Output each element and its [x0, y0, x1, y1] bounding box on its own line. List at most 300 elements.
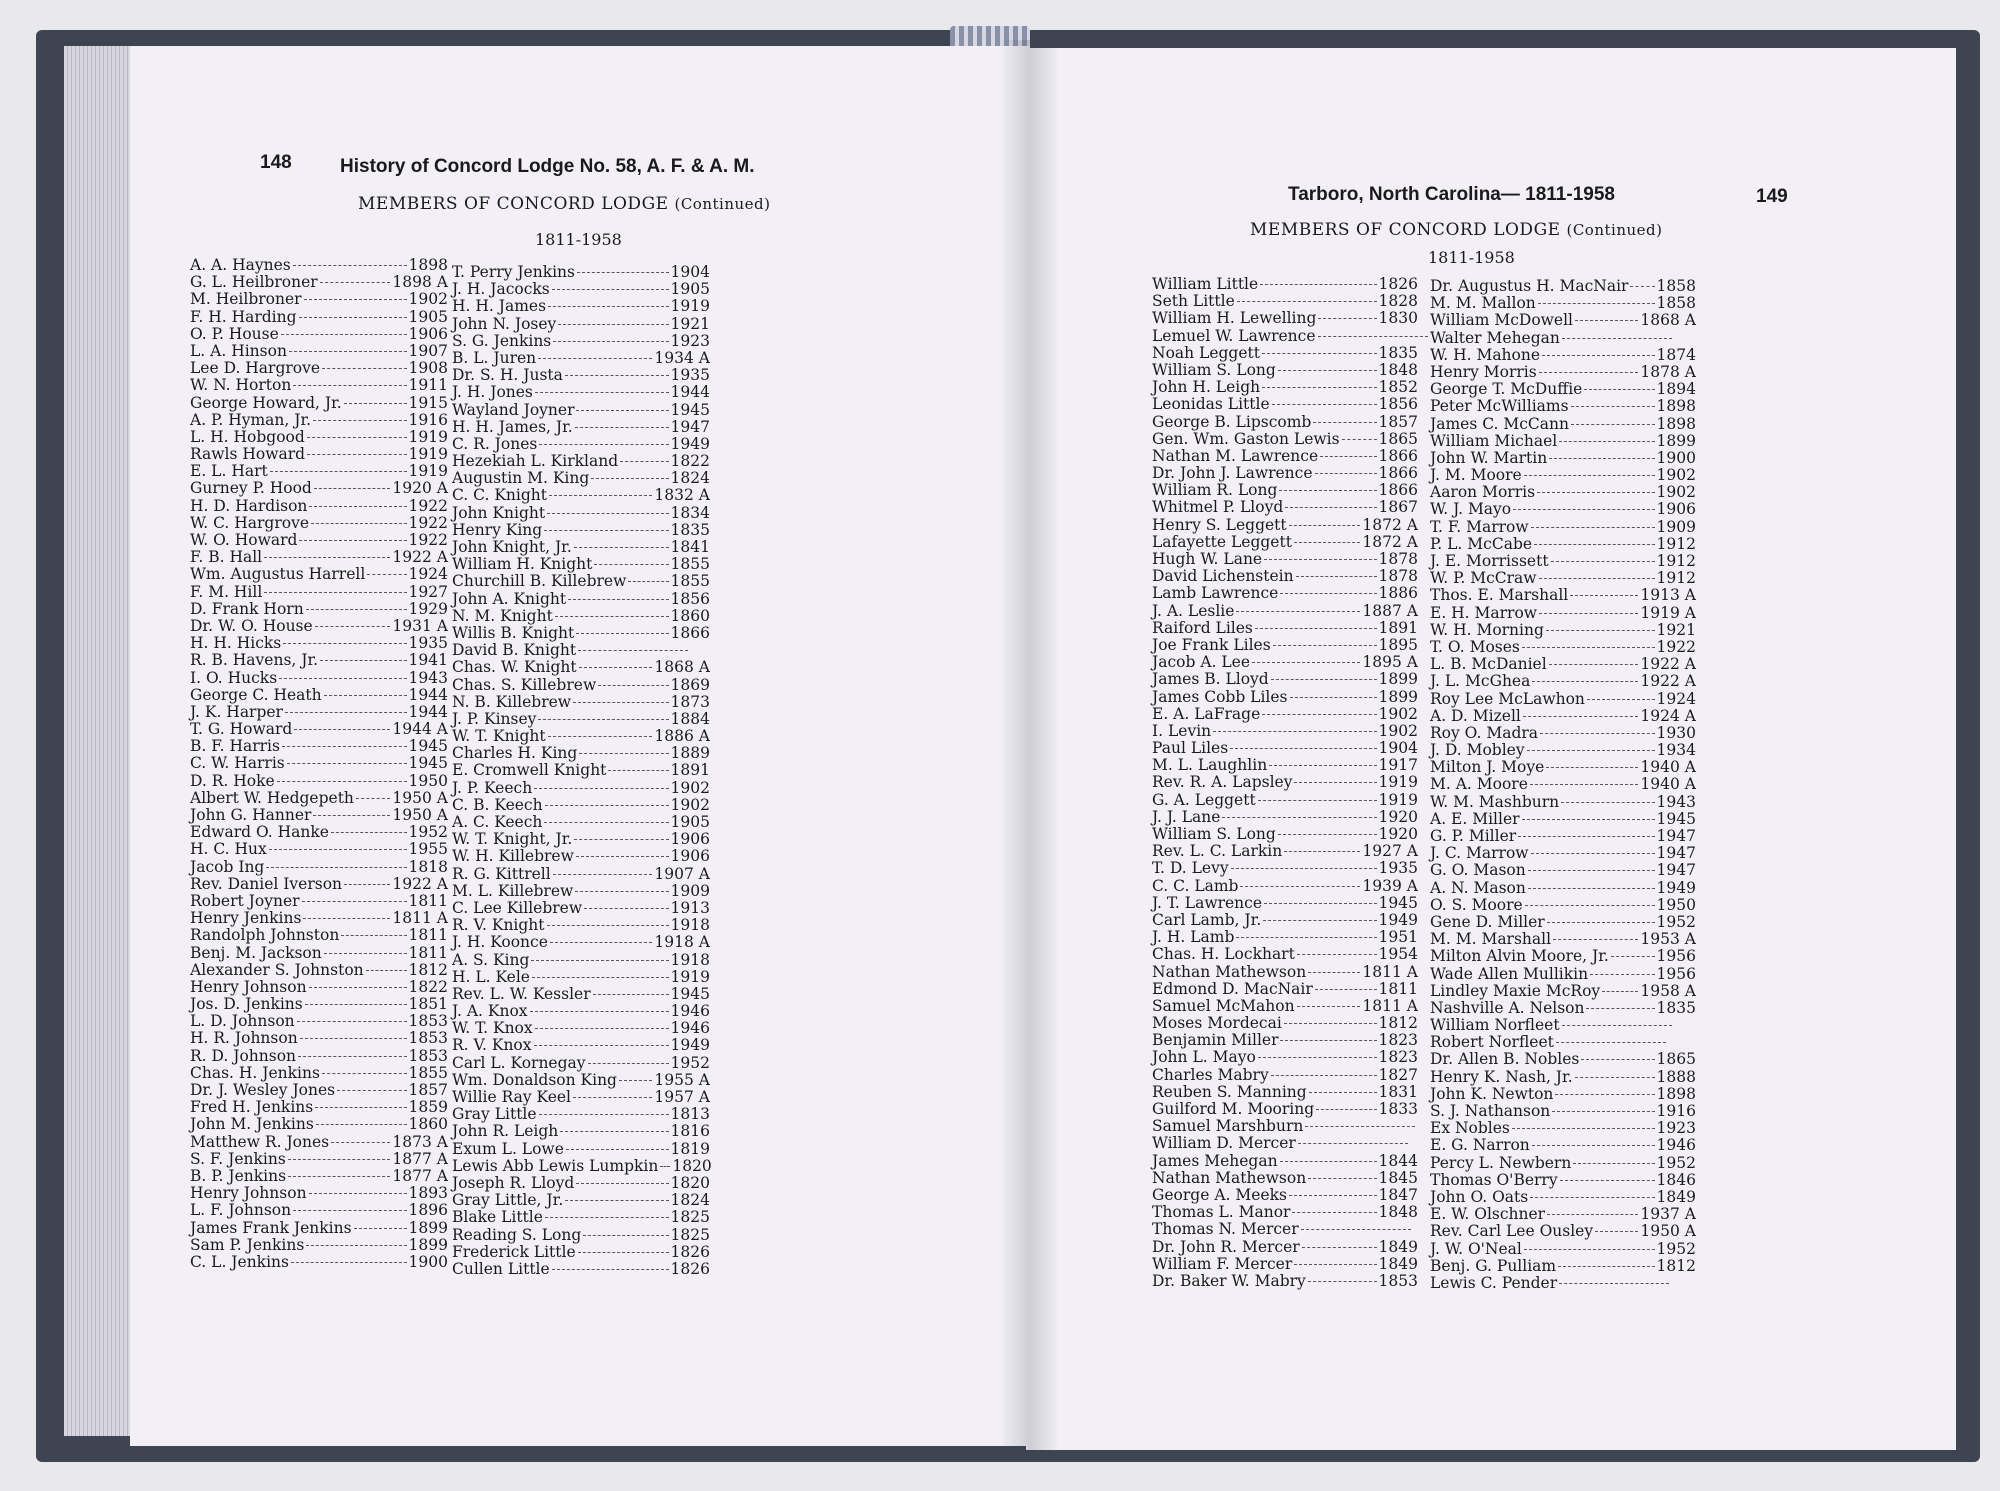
member-entry: [1430, 1137, 1696, 1154]
member-entry: [1152, 465, 1418, 482]
member-entry: [190, 1168, 448, 1185]
member-name: B. P. Jenkins: [190, 1166, 287, 1185]
member-year: 1898: [1656, 414, 1696, 433]
leader-dashes: [535, 392, 669, 393]
member-name: G. L. Heilbroner: [190, 273, 318, 292]
member-column-right-2: [1430, 278, 1696, 1292]
member-entry: [1152, 276, 1418, 293]
member-year: 1952: [1656, 912, 1696, 931]
leader-dashes: [314, 488, 391, 489]
member-year: 1946: [670, 1002, 710, 1021]
leader-dashes: [1522, 819, 1655, 820]
member-entry: [452, 1037, 710, 1054]
member-entry: [452, 797, 710, 814]
member-name: Reading S. Long: [452, 1225, 582, 1244]
member-year: 1951: [1378, 928, 1418, 947]
member-entry: [452, 1072, 710, 1089]
leader-dashes: [285, 712, 407, 713]
member-entry: [1430, 828, 1696, 845]
member-entry: [1152, 379, 1418, 396]
member-entry: [452, 745, 710, 762]
member-name: E. G. Narron: [1430, 1136, 1530, 1155]
member-entry: [190, 1220, 448, 1237]
member-entry: [1430, 862, 1696, 879]
member-entry: [190, 927, 448, 944]
member-name: J. H. Jones: [452, 383, 533, 402]
member-entry: [452, 762, 710, 779]
leader-dashes: [549, 495, 652, 496]
member-name: J. K. Harper: [190, 702, 283, 721]
member-entry: [1430, 1206, 1696, 1223]
member-entry: [190, 910, 448, 927]
leader-dashes: [1551, 561, 1655, 562]
leader-dashes: [576, 633, 668, 634]
member-year: 1953 A: [1640, 930, 1696, 949]
leader-dashes: [534, 788, 668, 789]
member-entry: [1152, 637, 1418, 654]
member-year: 1812: [1378, 1014, 1418, 1033]
member-entry: [190, 841, 448, 858]
member-year: 1812: [408, 960, 448, 979]
member-entry: [190, 996, 448, 1013]
member-name: M. M. Marshall: [1430, 930, 1552, 949]
leader-dashes: [588, 1063, 669, 1064]
member-year: 1927 A: [1362, 842, 1418, 861]
member-year: 1904: [670, 263, 710, 281]
member-year: 1852: [1378, 378, 1418, 397]
member-entry: [452, 367, 710, 384]
member-name: B. L. Juren: [452, 348, 537, 367]
member-entry: [1152, 603, 1418, 620]
leader-dashes: [1539, 578, 1655, 579]
member-year: 1853: [1378, 1271, 1418, 1290]
member-year: 1945: [1378, 893, 1418, 912]
member-entry: [190, 1082, 448, 1099]
leader-dashes: [1532, 1145, 1655, 1146]
member-name: Carl Lamb, Jr.: [1152, 910, 1262, 929]
leader-dashes: [288, 1159, 391, 1160]
member-year: 1886 A: [654, 727, 710, 746]
leader-dashes: [297, 1021, 407, 1022]
member-name: George B. Lipscomb: [1152, 412, 1312, 431]
leader-dashes: [1308, 972, 1360, 973]
member-entry: [1430, 587, 1696, 604]
leader-dashes: [594, 564, 668, 565]
member-name: E. A. LaFrage: [1152, 704, 1261, 723]
leader-dashes: [552, 289, 669, 290]
member-entry: [452, 419, 710, 436]
member-year: 1899: [1656, 431, 1696, 450]
member-year: 1958 A: [1640, 981, 1696, 1000]
member-year: 1905: [670, 280, 710, 299]
leader-dashes: [305, 1004, 407, 1005]
member-name: Wm. Augustus Harrell: [190, 565, 366, 584]
member-name: Seth Little: [1152, 292, 1235, 311]
member-name: C. Lee Killebrew: [452, 898, 583, 917]
page-edges: [64, 46, 134, 1436]
member-entry: [452, 1209, 710, 1226]
member-name: Hezekiah L. Kirkland: [452, 452, 619, 471]
leader-dashes: [579, 667, 653, 668]
member-name: T. O. Moses: [1430, 637, 1520, 656]
leader-dashes: [1240, 886, 1360, 887]
member-name: J. H. Lamb: [1152, 928, 1235, 947]
member-entry: [190, 859, 448, 876]
leader-dashes: [576, 856, 669, 857]
member-name: N. M. Knight: [452, 606, 553, 625]
member-entry: [452, 591, 710, 608]
member-entry: [452, 1192, 710, 1209]
member-entry: [1430, 673, 1696, 690]
leader-dashes: [545, 1217, 669, 1218]
member-name: Edmond D. MacNair: [1152, 979, 1313, 998]
member-name: Gen. Wm. Gaston Lewis: [1152, 429, 1340, 448]
member-entry: [452, 316, 710, 333]
leader-dashes: [598, 685, 668, 686]
leader-dashes: [578, 650, 688, 651]
member-year: 1935: [1378, 859, 1418, 878]
member-entry: [1152, 689, 1418, 706]
leader-dashes: [591, 478, 668, 479]
member-name: M. M. Mallon: [1430, 294, 1536, 313]
member-year: 1884: [670, 709, 710, 728]
leader-dashes: [550, 942, 653, 943]
leader-dashes: [553, 341, 668, 342]
member-name: A. P. Hyman, Jr.: [190, 410, 312, 429]
member-year: 1811: [408, 891, 448, 910]
member-entry: [1430, 347, 1696, 364]
member-entry: [452, 917, 710, 934]
member-name: Dr. W. O. House: [190, 616, 313, 635]
member-entry: [1430, 433, 1696, 450]
leader-dashes: [1559, 441, 1654, 442]
leader-dashes: [324, 953, 407, 954]
member-name: L. H. Hobgood: [190, 427, 305, 446]
member-entry: [452, 1175, 710, 1192]
member-name: Robert Norfleet: [1430, 1033, 1554, 1052]
member-year: 1952: [1656, 1239, 1696, 1258]
member-entry: [1152, 396, 1418, 413]
leader-dashes: [1271, 1075, 1377, 1076]
member-year: 1919: [408, 427, 448, 446]
member-year: 1922: [408, 531, 448, 549]
member-name: M. Heilbroner: [190, 290, 302, 309]
member-year: 1853: [408, 1046, 448, 1065]
member-entry: [190, 515, 448, 532]
member-year: 1924: [1656, 689, 1696, 708]
member-name: Alexander S. Johnston: [190, 960, 364, 979]
member-entry: [1430, 691, 1696, 708]
leader-dashes: [1302, 1247, 1377, 1248]
member-entry: [190, 635, 448, 652]
leader-dashes: [555, 616, 669, 617]
member-entry: [1152, 499, 1418, 516]
leader-dashes: [1530, 784, 1639, 785]
member-year: 1846: [1656, 1170, 1696, 1189]
leader-dashes: [531, 960, 668, 961]
member-entry: [1152, 1204, 1418, 1221]
member-name: Gurney P. Hood: [190, 479, 312, 498]
member-entry: [190, 446, 448, 463]
member-year: 1895 A: [1362, 653, 1418, 672]
member-entry: [1152, 568, 1418, 585]
member-name: Nathan Mathewson: [1152, 1168, 1307, 1187]
member-entry: [190, 412, 448, 429]
leader-dashes: [534, 1045, 669, 1046]
member-entry: [1152, 946, 1418, 963]
member-name: C. C. Knight: [452, 486, 547, 505]
leader-dashes: [1524, 475, 1655, 476]
member-year: 1923: [670, 331, 710, 350]
member-name: George T. McDuffie: [1430, 380, 1583, 399]
member-entry: [1152, 551, 1418, 568]
member-name: D. R. Hoke: [190, 771, 275, 790]
member-year: 1866: [1378, 464, 1418, 483]
member-year: 1944: [408, 702, 448, 721]
leader-dashes: [1547, 1214, 1638, 1215]
member-name: O. P. House: [190, 324, 279, 343]
member-name: Henry King: [452, 520, 543, 539]
page-number-right: 149: [1756, 186, 1788, 207]
member-entry: [1152, 809, 1418, 826]
leader-dashes: [1308, 1281, 1377, 1282]
member-name: Joseph R. Lloyd: [452, 1173, 575, 1192]
leader-dashes: [1284, 851, 1360, 852]
running-title-right: Tarboro, North Carolina— 1811-1958: [1288, 184, 1615, 205]
member-name: Henry Morris: [1430, 362, 1537, 381]
leader-dashes: [579, 753, 668, 754]
member-entry: [190, 326, 448, 343]
leader-dashes: [1318, 336, 1428, 337]
member-entry: [1152, 328, 1418, 345]
member-year: 1825: [670, 1225, 710, 1244]
section-title-left: [358, 194, 770, 214]
member-entry: [1430, 295, 1696, 312]
leader-dashes: [539, 444, 668, 445]
member-year: 1922 A: [392, 874, 448, 893]
leader-dashes: [291, 1262, 407, 1263]
member-entry: [452, 883, 710, 900]
leader-dashes: [1271, 679, 1377, 680]
member-year: 1848: [1378, 1203, 1418, 1222]
member-entry: [1152, 448, 1418, 465]
member-year: 1916: [408, 410, 448, 429]
member-year: 1891: [670, 761, 710, 780]
member-year: 1869: [670, 675, 710, 694]
member-year: 1945: [1656, 809, 1696, 828]
member-year: 1906: [408, 324, 448, 343]
member-name: Albert W. Hedgepeth: [190, 788, 354, 807]
member-name: Thomas O'Berry: [1430, 1170, 1558, 1189]
member-entry: [1430, 364, 1696, 381]
member-name: L. B. McDaniel: [1430, 655, 1547, 674]
member-entry: [452, 1244, 710, 1261]
leader-dashes: [544, 530, 668, 531]
leader-dashes: [576, 1183, 668, 1184]
leader-dashes: [1296, 576, 1377, 577]
member-entry: [452, 780, 710, 797]
member-year: 1944: [670, 383, 710, 402]
member-year: 1830: [1378, 309, 1418, 328]
member-name: E. Cromwell Knight: [452, 761, 607, 780]
leader-dashes: [1512, 1128, 1655, 1129]
member-entry: [1430, 948, 1696, 965]
member-year: 1849: [1378, 1254, 1418, 1273]
leader-dashes: [1294, 1264, 1376, 1265]
leader-dashes: [608, 770, 668, 771]
member-name: R. B. Havens, Jr.: [190, 651, 319, 670]
member-year: 1824: [670, 469, 710, 488]
member-year: 1818: [408, 857, 448, 876]
member-entry: [1152, 414, 1418, 431]
member-name: M. A. Moore: [1430, 775, 1528, 794]
member-year: 1866: [670, 623, 710, 642]
member-year: 1922 A: [1640, 655, 1696, 674]
leader-dashes: [1542, 355, 1655, 356]
member-name: Matthew R. Jones: [190, 1132, 330, 1151]
member-year: 1945: [408, 737, 448, 756]
leader-dashes: [530, 1011, 669, 1012]
leader-dashes: [1313, 422, 1376, 423]
leader-dashes: [1230, 748, 1376, 749]
leader-dashes: [576, 410, 668, 411]
member-entry: [1430, 1275, 1696, 1292]
member-name: H. C. Hux: [190, 840, 267, 859]
member-name: John M. Jenkins: [190, 1115, 314, 1134]
member-name: Rev. L. C. Larkin: [1152, 842, 1283, 861]
member-entry: [1430, 1120, 1696, 1137]
member-year: 1935: [670, 366, 710, 385]
member-year: 1811: [408, 926, 448, 945]
leader-dashes: [1278, 834, 1377, 835]
member-name: W. T. Knight, Jr.: [452, 830, 573, 849]
member-name: Raiford Liles: [1152, 618, 1253, 637]
member-entry: [1430, 1051, 1696, 1068]
member-year: 1919: [408, 445, 448, 464]
member-entry: [452, 986, 710, 1003]
leader-dashes: [1285, 507, 1376, 508]
member-entry: [452, 281, 710, 298]
leader-dashes: [1581, 1059, 1654, 1060]
member-name: Wm. Donaldson King: [452, 1070, 617, 1089]
leader-dashes: [1280, 1161, 1377, 1162]
member-column-right-1: [1152, 276, 1418, 1290]
member-entry: [452, 969, 710, 986]
member-name: Hugh W. Lane: [1152, 550, 1263, 568]
member-entry: [190, 704, 448, 721]
member-entry: [190, 687, 448, 704]
member-entry: [452, 677, 710, 694]
leader-dashes: [270, 471, 407, 472]
member-entry: [190, 979, 448, 996]
member-name: William R. Long: [1152, 481, 1278, 500]
member-entry: [190, 463, 448, 480]
leader-dashes: [1236, 937, 1376, 938]
member-year: 1841: [670, 538, 710, 556]
member-entry: [1152, 1256, 1418, 1273]
member-name: W. O. Howard: [190, 531, 298, 549]
member-year: 1945: [670, 984, 710, 1003]
member-name: Lewis C. Pender: [1430, 1273, 1558, 1292]
member-year: 1943: [1656, 792, 1696, 811]
member-name: John K. Newton: [1430, 1084, 1554, 1103]
member-year: 1833: [1378, 1100, 1418, 1118]
member-name: Dr. Baker W. Mabry: [1152, 1271, 1306, 1290]
member-entry: [452, 625, 710, 642]
leader-dashes: [1531, 527, 1655, 528]
leader-dashes: [294, 729, 390, 730]
member-year: 1900: [408, 1252, 448, 1271]
member-year: 1902: [1378, 704, 1418, 723]
member-year: 1828: [1378, 292, 1418, 311]
member-year: 1860: [670, 606, 710, 625]
leader-dashes: [1316, 1109, 1376, 1110]
member-name: T. D. Levy: [1152, 859, 1229, 878]
leader-dashes: [1540, 733, 1655, 734]
leader-dashes: [1236, 611, 1360, 612]
leader-dashes: [311, 523, 407, 524]
member-year: 1856: [670, 589, 710, 608]
leader-dashes: [548, 306, 669, 307]
member-entry: [190, 824, 448, 841]
member-name: I. Levin: [1152, 721, 1212, 740]
member-name: F. B. Hall: [190, 548, 263, 567]
member-entry: [1152, 585, 1418, 602]
member-year: 1898: [1656, 397, 1696, 416]
member-entry: [190, 807, 448, 824]
member-entry: [1152, 843, 1418, 860]
member-name: J. C. Marrow: [1430, 844, 1529, 863]
member-entry: [190, 532, 448, 549]
member-year: 1835: [670, 520, 710, 539]
member-year: 1957 A: [654, 1088, 710, 1106]
leader-dashes: [269, 849, 407, 850]
member-name: J. P. Keech: [452, 778, 533, 797]
member-year: 1902: [1656, 466, 1696, 485]
member-year: 1940 A: [1640, 775, 1696, 794]
member-year: 1956: [1656, 947, 1696, 966]
member-name: William D. Mercer: [1152, 1134, 1296, 1153]
member-entry: [190, 343, 448, 360]
member-name: Rev. L. W. Kessler: [452, 984, 591, 1003]
member-entry: [1152, 1118, 1418, 1135]
leader-dashes: [344, 403, 407, 404]
member-name: H. D. Hardison: [190, 496, 308, 515]
member-name: Cullen Little: [452, 1259, 550, 1278]
member-name: James C. McCann: [1430, 414, 1569, 433]
member-entry: [1430, 1034, 1696, 1051]
leader-dashes: [538, 358, 652, 359]
leader-dashes: [1320, 456, 1376, 457]
leader-dashes: [565, 1200, 668, 1201]
member-year: 1868 A: [654, 658, 710, 677]
member-year: 1915: [408, 393, 448, 412]
member-name: Peter McWilliams: [1430, 397, 1569, 416]
years-left: 1811-1958: [535, 230, 622, 249]
leader-dashes: [558, 324, 668, 325]
member-entry: [190, 1013, 448, 1030]
member-year: 1908: [408, 359, 448, 378]
member-name: Dr. John J. Lawrence: [1152, 464, 1313, 483]
leader-dashes: [1546, 630, 1655, 631]
leader-dashes: [1527, 750, 1655, 751]
member-name: L. D. Johnson: [190, 1012, 295, 1031]
member-name: Lemuel W. Lawrence: [1152, 326, 1316, 345]
member-name: C. B. Keech: [452, 795, 543, 814]
member-name: Thos. E. Marshall: [1430, 586, 1569, 605]
member-name: Samuel McMahon: [1152, 996, 1295, 1015]
member-name: J. A. Leslie: [1152, 601, 1235, 620]
